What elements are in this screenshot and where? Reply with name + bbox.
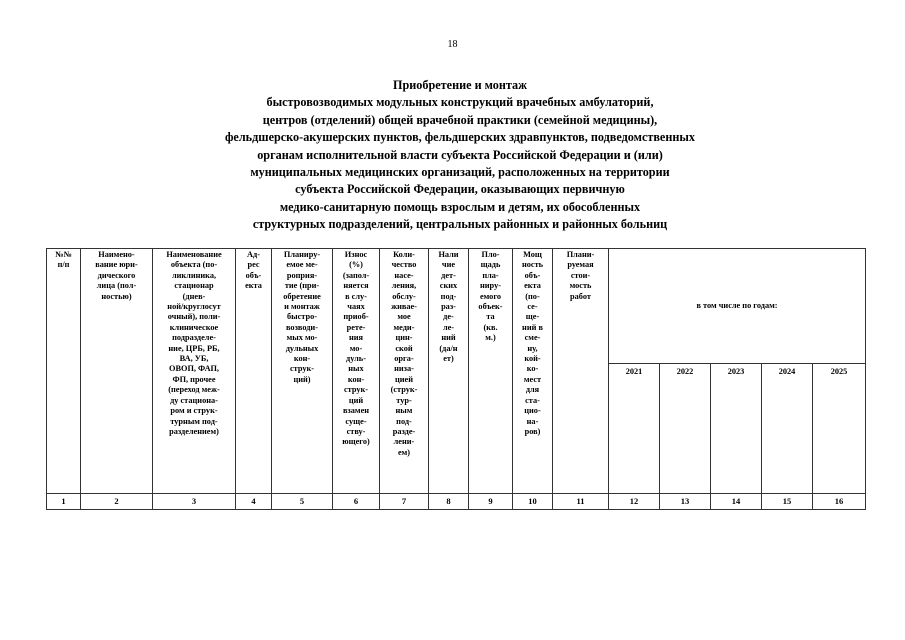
column-number: 15 <box>762 494 813 510</box>
column-number: 10 <box>513 494 553 510</box>
column-number: 1 <box>47 494 81 510</box>
title-line: органам исполнительной власти субъекта Российской Федерации и (или) <box>257 147 663 162</box>
title-line: быстровозводимых модульных конструкций врачебных амбулаторий, <box>266 95 654 110</box>
col-header-object-name: Наименование объекта (по- ликлиника, стационар (днев- ной/круглосут очный), поли- клиническое подразделе- ние, ЦРБ, РБ, ВА, УБ, ОВОП, ФАП, ФП, прочее (переход меж- ду стациона- ром и струк- турным под- разделением) <box>153 249 236 494</box>
column-number: 4 <box>236 494 272 510</box>
col-header-area: Пло- щадь пла- ниру- емого объек- та (кв. м.) <box>469 249 513 494</box>
title-line: муниципальных медицинских организаций, расположенных на территории <box>250 165 670 180</box>
col-header-year: 2025 <box>813 363 866 493</box>
col-header-by-years: в том числе по годам: <box>609 249 866 364</box>
col-header-planned-cost: Плани- руемая стои- мость работ <box>553 249 609 494</box>
column-number: 11 <box>553 494 609 510</box>
title-line: Приобретение и монтаж <box>393 78 527 92</box>
title-line: центров (отделений) общей врачебной практики (семейной медицины), <box>262 112 658 127</box>
column-number: 2 <box>81 494 153 510</box>
col-header-year: 2022 <box>660 363 711 493</box>
col-header-wear: Износ (%) (запол- няется в слу- чаях приоб- рете- ния мо- дуль- ных кон- струк- ций взамен суще- ству- ющего) <box>333 249 380 494</box>
col-header-year: 2023 <box>711 363 762 493</box>
column-number: 16 <box>813 494 866 510</box>
col-header-year: 2021 <box>609 363 660 493</box>
column-number: 8 <box>429 494 469 510</box>
column-number: 9 <box>469 494 513 510</box>
col-header-planned-activity: Планиру- емое ме- роприя- тие (при- обретение и монтаж быстро- возводи- мых мо- дульных кон- струк- ций) <box>272 249 333 494</box>
col-header-capacity: Мощ ность объ- екта (по- се- ще- ний в сме- ну, кой- ко- мест для ста- цио- на- ров) <box>513 249 553 494</box>
title-line: структурных подразделений, центральных районных и районных больниц <box>252 217 668 232</box>
column-number: 7 <box>380 494 429 510</box>
column-number: 3 <box>153 494 236 510</box>
title-line: медико-санитарную помощь взрослым и детям, их обособленных <box>279 199 641 214</box>
column-number: 5 <box>272 494 333 510</box>
column-number: 13 <box>660 494 711 510</box>
column-number-row <box>47 494 866 510</box>
col-header-children-units: Нали чие дет- ских под- раз- де- ле- ний (да/н ет) <box>429 249 469 494</box>
col-header-year: 2024 <box>762 363 813 493</box>
column-number: 6 <box>333 494 380 510</box>
column-number: 14 <box>711 494 762 510</box>
col-header-address: Ад- рес объ- екта <box>236 249 272 494</box>
header-row <box>47 249 866 364</box>
col-header-population: Коли- чество насе- ления, обслу- живае- мое меди- цин- ской орга- низа- цией (струк- тур- ным под- разде- лени- ем) <box>380 249 429 494</box>
objects-table <box>46 248 866 510</box>
title-line: фельдшерско-акушерских пунктов, фельдшерских здравпунктов, подведомственных <box>225 130 695 145</box>
column-number: 12 <box>609 494 660 510</box>
document-title <box>150 77 770 234</box>
page-number: 18 <box>447 39 458 50</box>
col-header-legal-entity: Наимено- вание юри- дического лица (пол- ностью) <box>81 249 153 494</box>
col-header-row-number: №№ п/п <box>47 249 81 494</box>
title-line: субъекта Российской Федерации, оказывающих первичную <box>295 182 625 197</box>
